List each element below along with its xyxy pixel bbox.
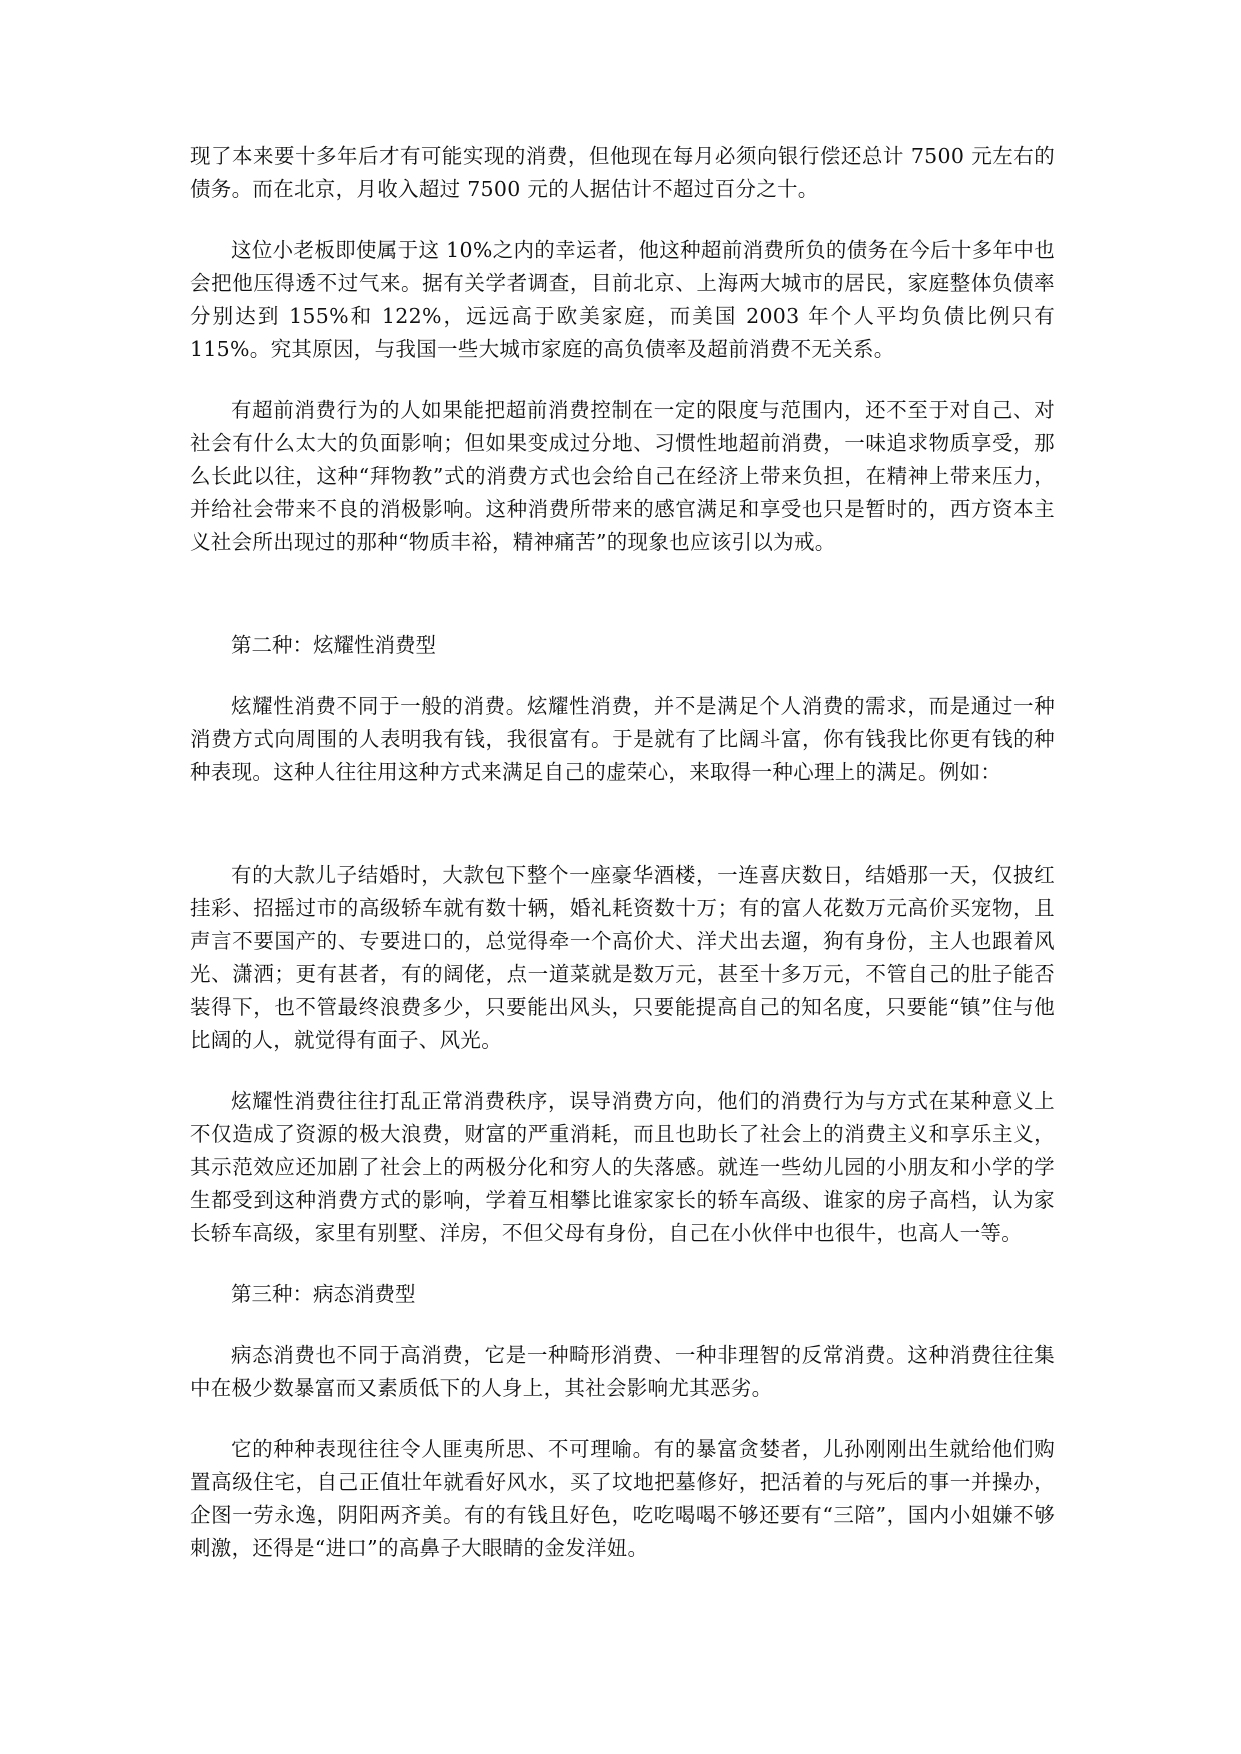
- paragraph-advance-consumption: 有超前消费行为的人如果能把超前消费控制在一定的限度与范围内，还不至于对自己、对社会有什么太大的负面影响；但如果变成过分地、习惯性地超前消费，一味追求物质享受，那么长此以往，这种“拜物教”式的消费方式也会给自己在经济上带来负担，在精神上带来压力，并给社会带来不良的消极影响。这种消费所带来的感官满足和享受也只是暂时的，西方资本主义社会所出现过的那种“物质丰裕，精神痛苦”的现象也应该引以为戒。: [190, 398, 1055, 554]
- paragraph-pathological-examples: 它的种种表现往往令人匪夷所思、不可理喻。有的暴富贪婪者，儿孙刚刚出生就给他们购置高级住宅，自己正值壮年就看好风水，买了坟地把墓修好，把活着的与死后的事一并操办，企图一劳永逸，阴阳两齐美。有的有钱且好色，吃吃喝喝不够还要有“三陪”，国内小姐嫌不够刺激，还得是“进口”的高鼻子大眼睛的金发洋妞。: [190, 1437, 1055, 1560]
- paragraph-debt-ratio: 这位小老板即使属于这 10%之内的幸运者，他这种超前消费所负的债务在今后十多年中也会把他压得透不过气来。据有关学者调查，目前北京、上海两大城市的居民，家庭整体负债率分别达到 155%和 122%，远远高于欧美家庭，而美国 2003 年个人平均负债比例只有 115%。究其原因，与我国一些大城市家庭的高负债率及超前消费不无关系。: [190, 238, 1055, 361]
- paragraph-conspicuous-examples: 有的大款儿子结婚时，大款包下整个一座豪华酒楼，一连喜庆数日，结婚那一天，仅披红挂彩、招摇过市的高级轿车就有数十辆，婚礼耗资数十万；有的富人花数万元高价买宠物，且声言不要国产的、专要进口的，总觉得牵一个高价犬、洋犬出去遛，狗有身份，主人也跟着风光、潇洒；更有甚者，有的阔佬，点一道菜就是数万元，甚至十多万元，不管自己的肚子能否装得下，也不管最终浪费多少，只要能出风头，只要能提高自己的知名度，只要能“镇”住与他比阔的人，就觉得有面子、风光。: [190, 863, 1055, 1052]
- document-page: [190, 140, 1055, 1565]
- paragraph-pathological-intro: 病态消费也不同于高消费，它是一种畸形消费、一种非理智的反常消费。这种消费往往集中在极少数暴富而又素质低下的人身上，其社会影响尤其恶劣。: [190, 1343, 1055, 1400]
- paragraph-conspicuous-intro: 炫耀性消费不同于一般的消费。炫耀性消费，并不是满足个人消费的需求，而是通过一种消费方式向周围的人表明我有钱，我很富有。于是就有了比阔斗富，你有钱我比你更有钱的种种表现。这种人往往用这种方式来满足自己的虚荣心，来取得一种心理上的满足。例如：: [190, 694, 1055, 784]
- section-heading-pathological: 第三种：病态消费型: [231, 1282, 416, 1306]
- section-heading-conspicuous: 第二种：炫耀性消费型: [231, 633, 436, 657]
- paragraph-conspicuous-effects: 炫耀性消费往往打乱正常消费秩序，误导消费方向，他们的消费行为与方式在某种意义上不仅造成了资源的极大浪费，财富的严重消耗，而且也助长了社会上的消费主义和享乐主义，其示范效应还加剧了社会上的两极分化和穷人的失落感。就连一些幼儿园的小朋友和小学的学生都受到这种消费方式的影响，学着互相攀比谁家家长的轿车高级、谁家的房子高档，认为家长轿车高级，家里有别墅、洋房，不但父母有身份，自己在小伙伴中也很牛，也高人一等。: [190, 1089, 1055, 1245]
- paragraph-continuation: 现了本来要十多年后才有可能实现的消费，但他现在每月必须向银行偿还总计 7500 元左右的债务。而在北京，月收入超过 7500 元的人据估计不超过百分之十。: [190, 144, 1055, 201]
